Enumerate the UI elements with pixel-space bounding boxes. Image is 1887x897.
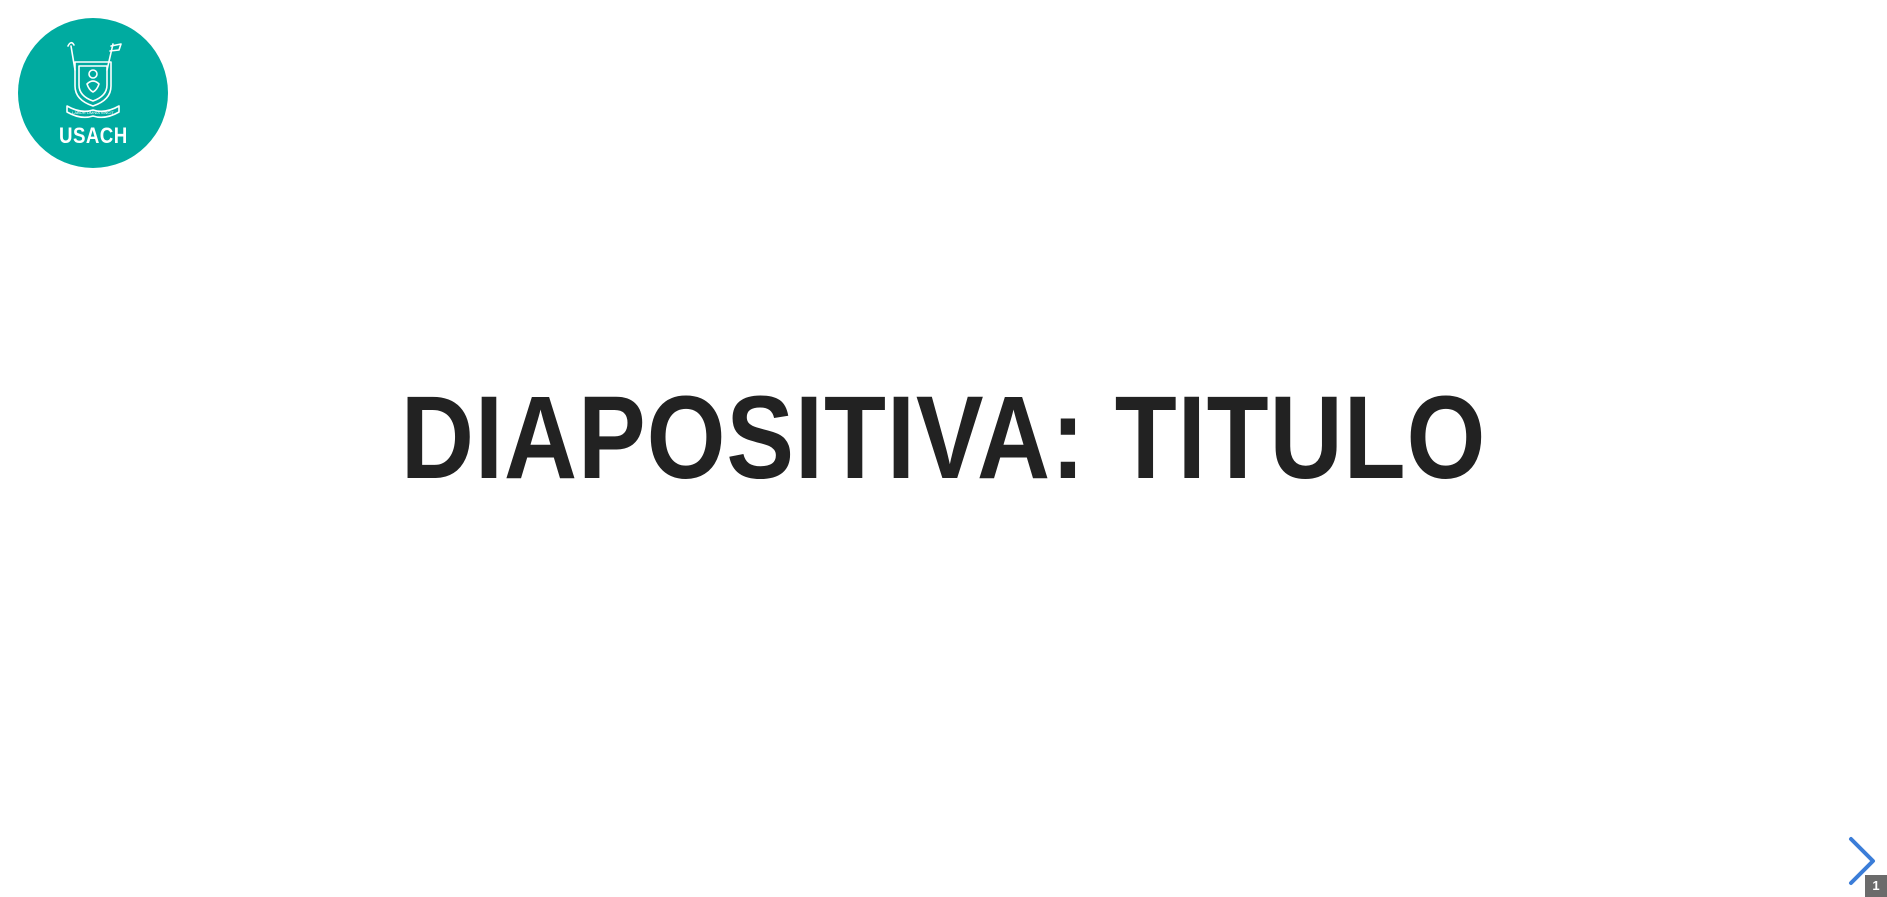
logo-text: USACH [58,123,128,148]
page-number: 1 [1865,875,1887,897]
university-crest-icon [61,40,125,124]
usach-logo [18,18,168,168]
slide-title: DIAPOSITIVA: TITULO [400,372,1487,504]
crest-motto: LABOR OMNIA VINCIT [72,110,114,115]
